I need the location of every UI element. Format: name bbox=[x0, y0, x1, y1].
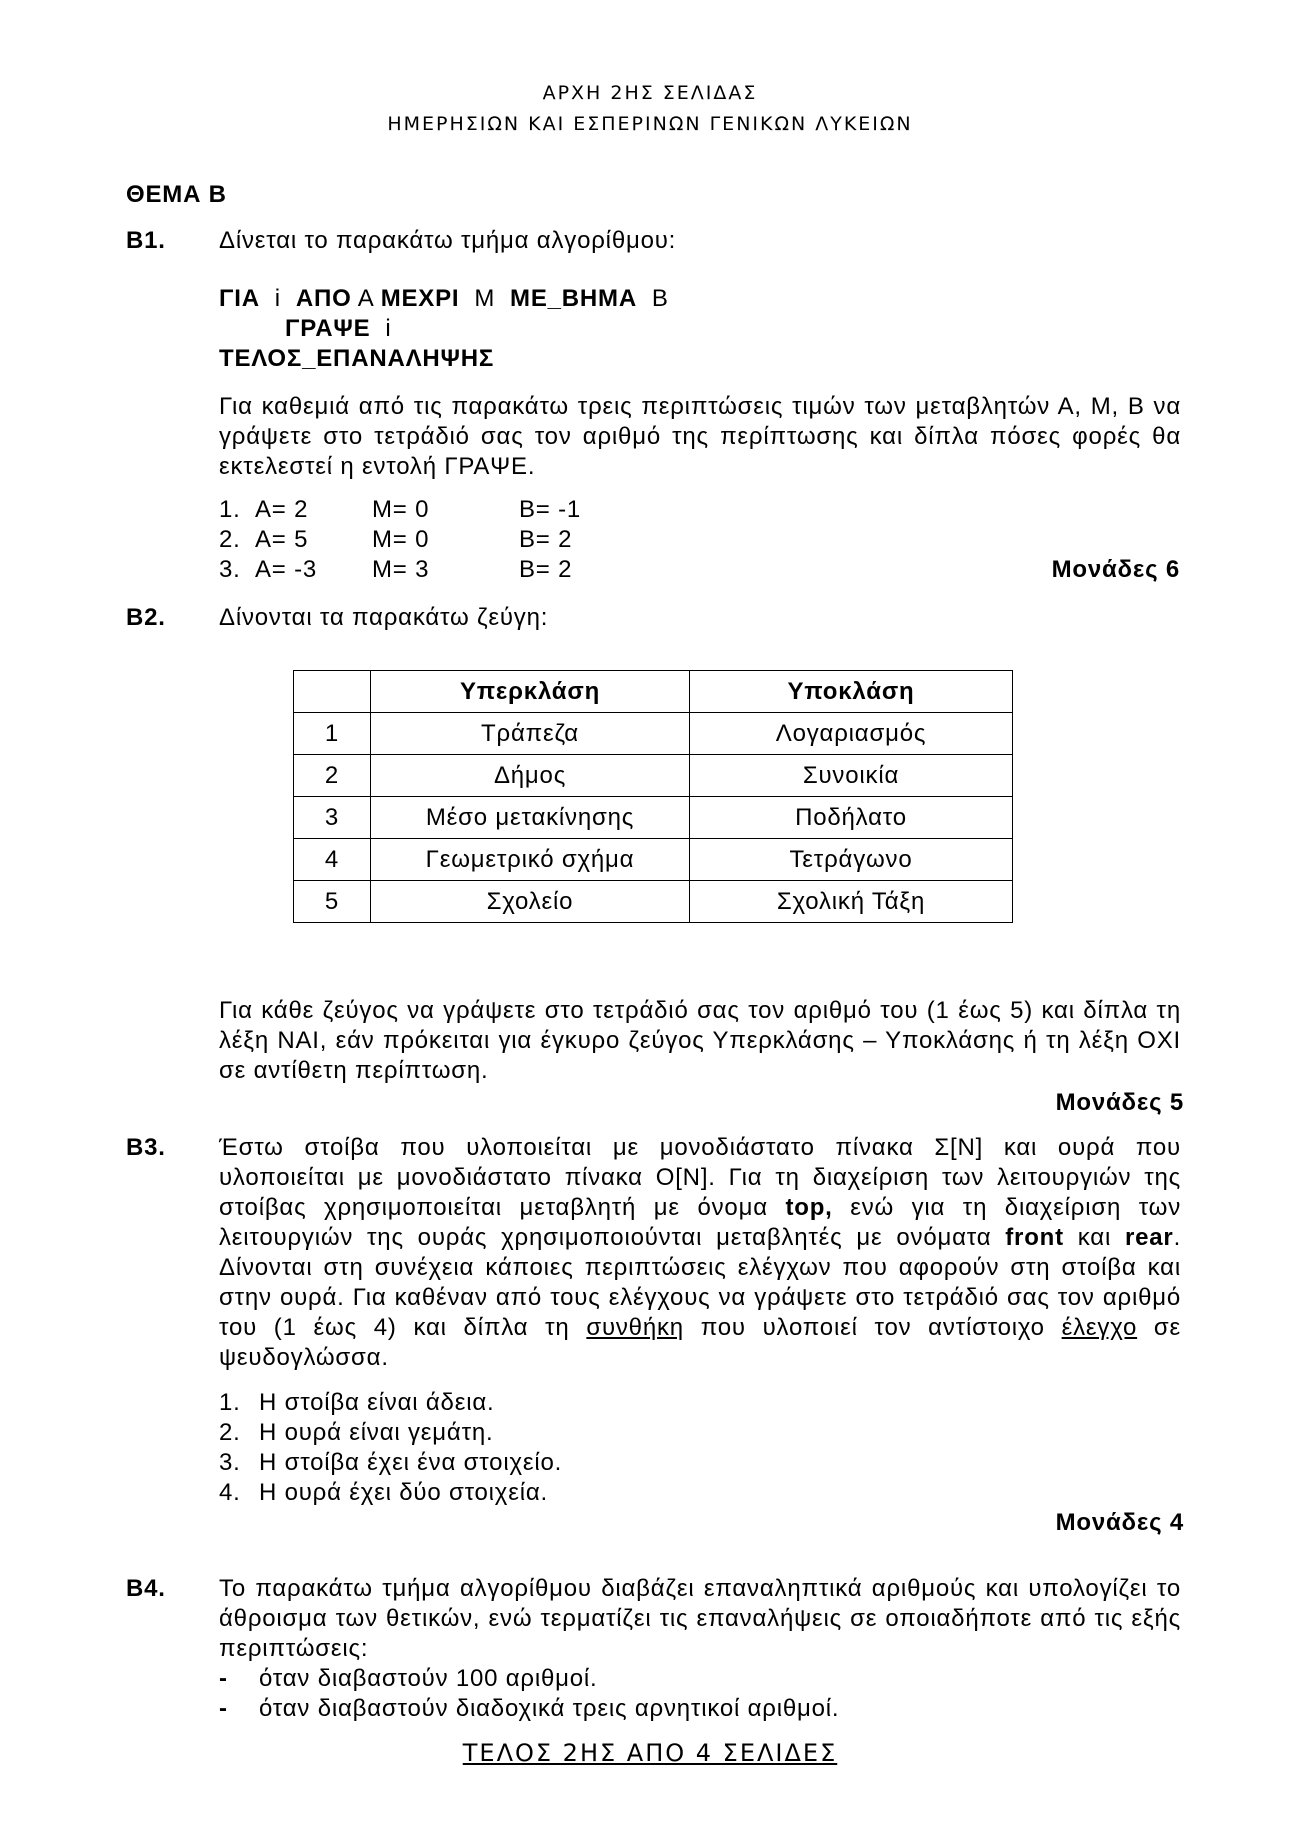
var-m: Μ bbox=[474, 285, 496, 312]
row-number: 2 bbox=[294, 755, 371, 797]
b4-label: Β4. bbox=[126, 1575, 166, 1602]
row-number: 1 bbox=[294, 713, 371, 755]
b2-question: Για κάθε ζεύγος να γράψετε στο τετράδιό σας τον αριθμό του (1 έως 5) και δίπλα τη λέξη ΝΑΙ, εάν πρόκειται για έγκυρο ζεύγος Υπερκλάσης – Υποκλάσης ή τη λέξη ΟΧΙ σε αντίθετη περίπτωση. bbox=[219, 997, 1181, 1084]
pairs-table bbox=[293, 670, 1013, 923]
table-header-subclass: Υποκλάση bbox=[690, 671, 1013, 713]
case-a: Α= 5 bbox=[255, 526, 309, 553]
kw-step: ΜΕ_ΒΗΜΑ bbox=[510, 285, 637, 312]
b3-paragraph bbox=[219, 1133, 1181, 1373]
b4-bullets bbox=[219, 1664, 839, 1724]
item-number: 1. bbox=[219, 1389, 241, 1416]
b1-case-3 bbox=[219, 555, 1181, 585]
var-i: i bbox=[274, 285, 281, 312]
case-a: Α= -3 bbox=[255, 556, 318, 583]
subclass-cell: Λογαριασμός bbox=[690, 713, 1013, 755]
term-condition: συνθήκη bbox=[586, 1314, 684, 1341]
subclass-cell: Συνοικία bbox=[690, 755, 1013, 797]
case-b: Β= 2 bbox=[519, 556, 573, 583]
kw-from: ΑΠΟ bbox=[295, 285, 352, 312]
row-number: 4 bbox=[294, 839, 371, 881]
item-text: Η στοίβα είναι άδεια. bbox=[259, 1389, 495, 1416]
var-top: top, bbox=[785, 1194, 833, 1221]
b3-text-2: ενώ για τη διαχείριση των λειτουργιών της ουράς χρησιμοποιούνται μεταβλητές με ονόματα bbox=[219, 1194, 1181, 1251]
table-header-cell bbox=[294, 671, 371, 713]
var-a: Α bbox=[357, 285, 374, 312]
case-b: Β= 2 bbox=[519, 526, 573, 553]
page-footer: ΤΕΛΟΣ 2ΗΣ ΑΠΟ 4 ΣΕΛΙΔΕΣ bbox=[462, 1739, 838, 1767]
page-header-line2: ΗΜΕΡΗΣΙΩΝ ΚΑΙ ΕΣΠΕΡΙΝΩΝ ΓΕΝΙΚΩΝ ΛΥΚΕΙΩΝ bbox=[387, 113, 913, 135]
case-number: 3. bbox=[219, 556, 241, 583]
b1-marks: Μονάδες 6 bbox=[1051, 556, 1180, 583]
b3-text-1: Έστω στοίβα που υλοποιείται με μονοδιάστατο πίνακα Σ[Ν] και ουρά που υλοποιείται με μονοδιάστατο πίνακα Ο[Ν]. Για τη διαχείριση των λειτουργιών της στοίβας χρησιμοποιείται μεταβλητή με όνομα bbox=[219, 1134, 1181, 1221]
write-arg: i bbox=[385, 315, 392, 342]
subclass-cell: Ποδήλατο bbox=[690, 797, 1013, 839]
case-m: Μ= 3 bbox=[372, 556, 430, 583]
b1-intro: Δίνεται το παρακάτω τμήμα αλγορίθμου: bbox=[219, 227, 677, 254]
b3-text-4: . Δίνονται στη συνέχεια κάποιες περιπτώσεις ελέγχων που αφορούν στη στοίβα και στην ουρά. Για καθέναν από τους ελέγχους να γράψετε στο τετράδιό σας τον αριθμό του (1 έως 4) και δίπλα τη bbox=[219, 1224, 1182, 1341]
table-header-row bbox=[294, 671, 1013, 713]
case-m: Μ= 0 bbox=[372, 496, 430, 523]
subclass-cell: Τετράγωνο bbox=[690, 839, 1013, 881]
list-item bbox=[219, 1478, 562, 1508]
var-rear: rear bbox=[1125, 1224, 1174, 1251]
bullet-dash: - bbox=[219, 1665, 228, 1692]
item-text: Η ουρά είναι γεμάτη. bbox=[259, 1419, 494, 1446]
b1-question: Για καθεμιά από τις παρακάτω τρεις περιπτώσεις τιμών των μεταβλητών Α, Μ, Β να γράψετε στο τετράδιό σας τον αριθμό της περίπτωσης και δίπλα πόσες φορές θα εκτελεστεί η εντολή ΓΡΑΨΕ. bbox=[219, 393, 1181, 480]
kw-to: ΜΕΧΡΙ bbox=[380, 285, 460, 312]
list-item bbox=[219, 1694, 839, 1724]
var-front: front bbox=[1005, 1224, 1064, 1251]
table-row bbox=[294, 881, 1013, 923]
b2-intro: Δίνονται τα παρακάτω ζεύγη: bbox=[219, 604, 549, 631]
item-text: όταν διαβαστούν διαδοχικά τρεις αρνητικοί αριθμοί. bbox=[259, 1695, 840, 1722]
item-text: όταν διαβαστούν 100 αριθμοί. bbox=[259, 1665, 598, 1692]
b3-text-5: που υλοποιεί τον αντίστοιχο bbox=[700, 1314, 1045, 1341]
b1-code-line2 bbox=[285, 314, 392, 344]
case-number: 1. bbox=[219, 496, 241, 523]
item-number: 4. bbox=[219, 1479, 241, 1506]
b2-marks: Μονάδες 5 bbox=[1055, 1089, 1184, 1116]
superclass-cell: Μέσο μετακίνησης bbox=[371, 797, 690, 839]
b3-list bbox=[219, 1388, 562, 1508]
b1-code-line1 bbox=[219, 284, 669, 314]
list-item bbox=[219, 1448, 562, 1478]
b2-label: Β2. bbox=[126, 604, 166, 631]
row-number: 5 bbox=[294, 881, 371, 923]
b1-label: Β1. bbox=[126, 227, 166, 254]
list-item bbox=[219, 1388, 562, 1418]
kw-end-loop: ΤΕΛΟΣ_ΕΠΑΝΑΛΗΨΗΣ bbox=[219, 345, 495, 372]
item-text: Η ουρά έχει δύο στοιχεία. bbox=[259, 1479, 548, 1506]
case-m: Μ= 0 bbox=[372, 526, 430, 553]
superclass-cell: Σχολείο bbox=[371, 881, 690, 923]
table-row bbox=[294, 839, 1013, 881]
kw-write: ΓΡΑΨΕ bbox=[285, 315, 371, 342]
table-header-superclass: Υπερκλάση bbox=[371, 671, 690, 713]
b4-text: Το παρακάτω τμήμα αλγορίθμου διαβάζει επαναληπτικά αριθμούς και υπολογίζει το άθροισμα των θετικών, ενώ τερματίζει τις επαναλήψεις σε οποιαδήποτε από τις εξής περιπτώσεις: bbox=[219, 1575, 1181, 1662]
term-check: έλεγχο bbox=[1061, 1314, 1138, 1341]
b1-case-1 bbox=[219, 495, 1181, 525]
table-row bbox=[294, 713, 1013, 755]
superclass-cell: Δήμος bbox=[371, 755, 690, 797]
case-b: Β= -1 bbox=[519, 496, 582, 523]
item-number: 3. bbox=[219, 1449, 241, 1476]
case-number: 2. bbox=[219, 526, 241, 553]
b3-text-6: σε ψευδογλώσσα. bbox=[219, 1314, 1182, 1371]
page-header-line1: ΑΡΧΗ 2ΗΣ ΣΕΛΙΔΑΣ bbox=[542, 82, 758, 104]
kw-for: ΓΙΑ bbox=[219, 285, 260, 312]
theme-title: ΘΕΜΑ Β bbox=[126, 181, 227, 208]
case-a: Α= 2 bbox=[255, 496, 309, 523]
b1-case-2 bbox=[219, 525, 1181, 555]
table-row bbox=[294, 797, 1013, 839]
superclass-cell: Τράπεζα bbox=[371, 713, 690, 755]
row-number: 3 bbox=[294, 797, 371, 839]
list-item bbox=[219, 1664, 839, 1694]
list-item bbox=[219, 1418, 562, 1448]
b3-marks: Μονάδες 4 bbox=[1055, 1509, 1184, 1536]
subclass-cell: Σχολική Τάξη bbox=[690, 881, 1013, 923]
table-row bbox=[294, 755, 1013, 797]
b3-text-3: και bbox=[1077, 1224, 1112, 1251]
var-b: Β bbox=[651, 285, 669, 312]
b3-label: Β3. bbox=[126, 1134, 166, 1161]
item-text: Η στοίβα έχει ένα στοιχείο. bbox=[259, 1449, 563, 1476]
superclass-cell: Γεωμετρικό σχήμα bbox=[371, 839, 690, 881]
item-number: 2. bbox=[219, 1419, 241, 1446]
bullet-dash: - bbox=[219, 1695, 228, 1722]
